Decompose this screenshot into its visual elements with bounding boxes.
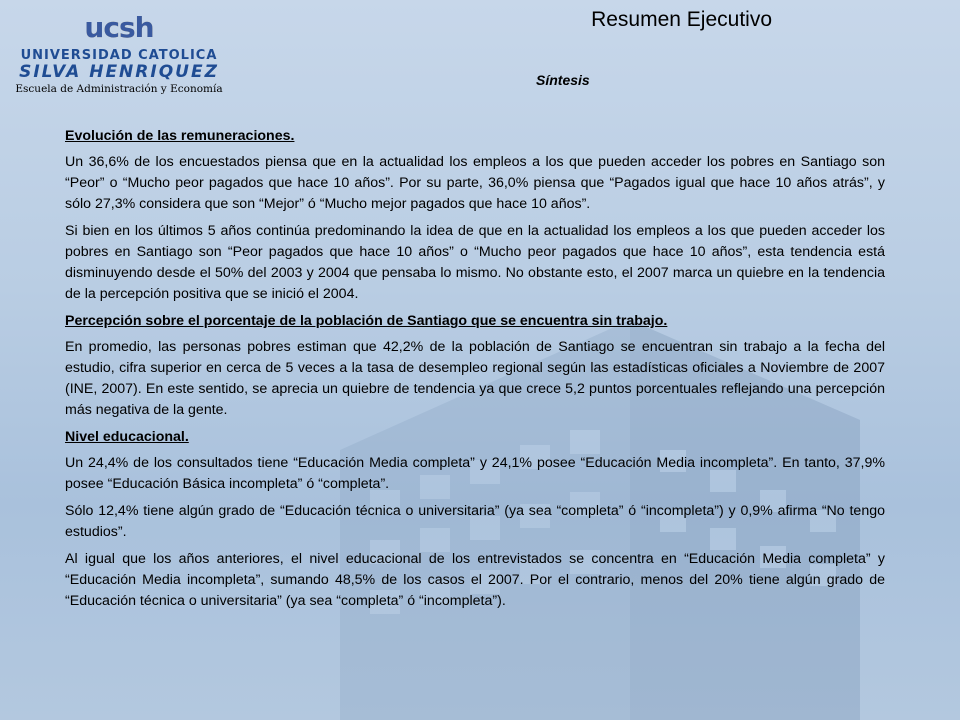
university-logo [8,10,230,102]
logo-name-line: SILVA HENRIQUEZ [19,62,219,82]
section-heading-remuneraciones: Evolución de las remuneraciones. [65,128,295,144]
paragraph: Al igual que los años anteriores, el nivel educacional de los entrevistados se concentra en “Educación Media completa” y “Educación Media incompleta”, sumando 48,5% de los casos el 2007. Por el contrario, menos del 20% tiene algún grado de “Educación técnica o universitaria” (ya sea “completa” ó “incompleta”). [65,551,885,609]
page-subtitle: Síntesis [536,72,590,88]
paragraph: Un 24,4% de los consultados tiene “Educación Media completa” y 24,1% posee “Educación Media incompleta”. En tanto, 37,9% posee “Educación Básica incompleta” ó “completa”. [65,455,885,492]
logo-university-line: UNIVERSIDAD CATOLICA [20,48,218,63]
paragraph: En promedio, las personas pobres estiman que 42,2% de la población de Santiago se encuentran sin trabajo a la fecha del estudio, cifra superior en cerca de 5 veces a la tasa de desempleo regional según las estadísticas oficiales a Noviembre de 2007 (INE, 2007). En este sentido, se aprecia un quiebre de tendencia ya que crece 5,2 puntos porcentuales reflejando una percepción más negativa de la gente. [65,339,885,418]
paragraph: Un 36,6% de los encuestados piensa que en la actualidad los empleos a los que pueden acceder los pobres en Santiago son “Peor” o “Mucho peor pagados que hace 10 años”. Por su parte, 36,0% piensa que “Pagados igual que hace 10 años atrás”, y sólo 27,3% considera que son “Mejor” ó “Mucho mejor pagados que hace 10 años”. [65,154,885,212]
logo-mark: ucsh [78,10,159,46]
paragraph: Sólo 12,4% tiene algún grado de “Educación técnica o universitaria” (ya sea “completa” ó “incompleta”) y 0,9% afirma “No tengo estudios”. [65,503,885,540]
paragraph: Si bien en los últimos 5 años continúa predominando la idea de que en la actualidad los empleos a los que pueden acceder los pobres en Santiago son “Peor pagados que hace 10 años” o “Mucho peor pagados que hace 10 años”, esta tendencia está disminuyendo desde el 50% del 2003 y 2004 que pensaba lo mismo. No obstante esto, el 2007 marca un quiebre en la tendencia de la percepción positiva que se inició el 2004. [65,223,885,302]
summary-content [65,126,885,618]
logo-school-line: Escuela de Administración y Economía [15,83,223,95]
page-title: Resumen Ejecutivo [591,8,772,31]
section-heading-educacion: Nivel educacional. [65,429,189,445]
section-heading-desempleo: Percepción sobre el porcentaje de la población de Santiago que se encuentra sin trabajo. [65,313,668,329]
